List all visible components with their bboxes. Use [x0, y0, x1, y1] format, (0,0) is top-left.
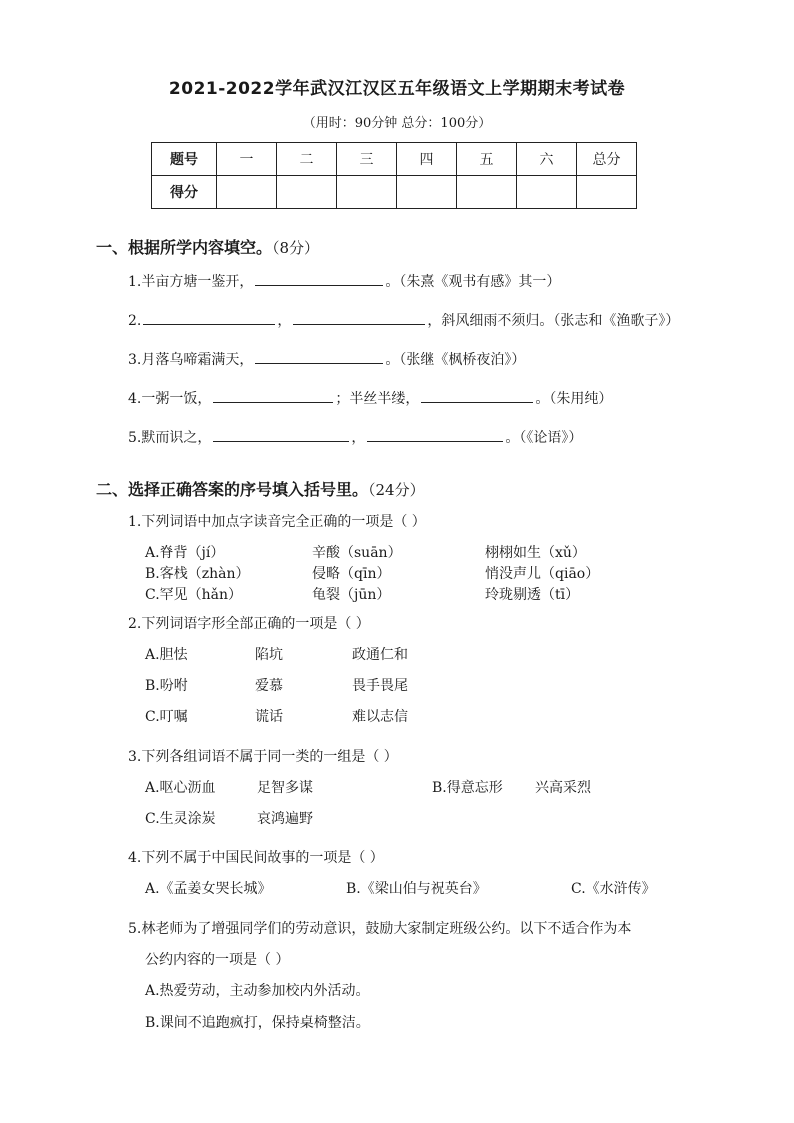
fill-item-3-pre: 3.月落乌啼霜满天，: [128, 352, 254, 368]
column-5: 五: [457, 143, 517, 176]
fill-item-2-post: ，斜风细雨不须归。（张志和《渔歌子》）: [427, 313, 680, 329]
fill-item-4-pre: 4.一粥一饭，: [128, 391, 212, 407]
fill-item-4-mid: ；半丝半缕，: [335, 391, 420, 407]
q5-option-a: A.热爱劳动，主动参加校内外活动。: [145, 983, 370, 999]
section-1-title: 一、根据所学内容填空。: [96, 238, 273, 257]
q2-word: 难以志信: [352, 709, 408, 725]
fill-item-4-post: 。（朱用纯）: [535, 391, 613, 407]
fill-item-2: [128, 310, 679, 330]
fill-item-1-pre: 1.半亩方塘一鉴开，: [128, 274, 254, 290]
section-2-points: （24分）: [368, 481, 425, 499]
fill-item-5-mid: ，: [351, 430, 366, 446]
q2-word: 爱慕: [255, 678, 283, 694]
q1-word: 辛酸（suān）: [312, 545, 402, 561]
section-1-heading: [96, 235, 319, 258]
question-number-label: 题号: [152, 143, 217, 176]
exam-subtitle: （用时：90分钟 总分：100分）: [302, 116, 492, 131]
q1-option: C.罕见（hǎn）: [145, 587, 243, 603]
section-1-points: （8分）: [272, 239, 320, 257]
q1-option: A.脊背（jí）: [145, 545, 225, 561]
q3-option-c-word: 哀鸿遍野: [257, 811, 313, 827]
q1-word: 侵略（qīn）: [312, 566, 391, 582]
column-3: 三: [337, 143, 397, 176]
fill-item-3-post: 。（张继《枫桥夜泊》）: [385, 352, 526, 368]
q2-option: A.胆怯: [145, 647, 188, 663]
question-1-stem: 1.下列词语中加点字读音完全正确的一项是（ ）: [128, 514, 426, 530]
q4-option-b: B.《梁山伯与祝英台》: [346, 881, 487, 897]
section-2-title: 二、选择正确答案的序号填入括号里。: [96, 480, 369, 499]
column-1: 一: [217, 143, 277, 176]
exam-title: 2021-2022学年武汉江汉区五年级语文上学期期末考试卷: [168, 79, 626, 99]
q1-option: B.客栈（zhàn）: [145, 566, 250, 582]
section-2-heading: [96, 477, 425, 500]
question-3-stem: 3.下列各组词语不属于同一类的一组是（ ）: [128, 749, 398, 765]
q1-word: 玲珑剔透（tī）: [485, 587, 580, 603]
question-5-stem-line-2: 公约内容的一项是（ ）: [145, 952, 290, 968]
fill-item-2-mid: ，: [277, 313, 292, 329]
column-total: 总分: [577, 143, 637, 176]
q4-option-c: C.《水浒传》: [571, 881, 656, 897]
answer-blank[interactable]: [213, 427, 349, 442]
q2-word: 政通仁和: [352, 647, 408, 663]
q5-option-b: B.课间不追跑疯打，保持桌椅整洁。: [145, 1015, 370, 1031]
fill-item-5: [128, 427, 582, 447]
fill-item-1: [128, 271, 560, 291]
fill-item-2-pre: 2.: [128, 313, 142, 329]
q2-word: 谎话: [255, 709, 283, 725]
score-cell[interactable]: [457, 176, 517, 209]
q3-option-b-word: 兴高采烈: [535, 780, 591, 796]
fill-item-5-pre: 5.默而识之，: [128, 430, 212, 446]
score-cell[interactable]: [277, 176, 337, 209]
column-2: 二: [277, 143, 337, 176]
score-cell[interactable]: [577, 176, 637, 209]
answer-blank[interactable]: [255, 349, 383, 364]
score-cell[interactable]: [397, 176, 457, 209]
q3-option-c: C.生灵涂炭: [145, 811, 216, 827]
q1-word: 龟裂（jūn）: [312, 587, 391, 603]
score-cell[interactable]: [217, 176, 277, 209]
score-cell[interactable]: [337, 176, 397, 209]
question-5-stem-line-1: 5.林老师为了增强同学们的劳动意识，鼓励大家制定班级公约。以下不适合作为本: [128, 921, 632, 937]
q2-word: 畏手畏尾: [352, 678, 408, 694]
q2-word: 陷坑: [255, 647, 283, 663]
q1-word: 悄没声儿（qiāo）: [485, 566, 600, 582]
q3-option-a: A.呕心沥血: [145, 780, 216, 796]
q2-option: C.叮嘱: [145, 709, 188, 725]
answer-blank[interactable]: [293, 310, 425, 325]
q4-option-a: A.《孟姜女哭长城》: [145, 881, 272, 897]
column-4: 四: [397, 143, 457, 176]
q3-option-a-word: 足智多谋: [257, 780, 313, 796]
answer-blank[interactable]: [255, 271, 383, 286]
q3-option-b: B.得意忘形: [432, 780, 503, 796]
answer-blank[interactable]: [143, 310, 275, 325]
fill-item-5-post: 。（《论语》）: [505, 430, 583, 446]
fill-item-4: [128, 388, 612, 408]
answer-blank[interactable]: [421, 388, 533, 403]
fill-item-3: [128, 349, 525, 369]
q2-option: B.吩咐: [145, 678, 188, 694]
score-cell[interactable]: [517, 176, 577, 209]
score-table-header-row: [152, 143, 637, 176]
score-table-score-row: [152, 176, 637, 209]
answer-blank[interactable]: [213, 388, 333, 403]
q1-word: 栩栩如生（xǔ）: [485, 545, 586, 561]
question-4-stem: 4.下列不属于中国民间故事的一项是（ ）: [128, 850, 384, 866]
score-label: 得分: [152, 176, 217, 209]
answer-blank[interactable]: [367, 427, 503, 442]
question-2-stem: 2.下列词语字形全部正确的一项是（ ）: [128, 616, 370, 632]
column-6: 六: [517, 143, 577, 176]
fill-item-1-post: 。（朱熹《观书有感》其一）: [385, 274, 561, 290]
score-table: [151, 142, 637, 209]
